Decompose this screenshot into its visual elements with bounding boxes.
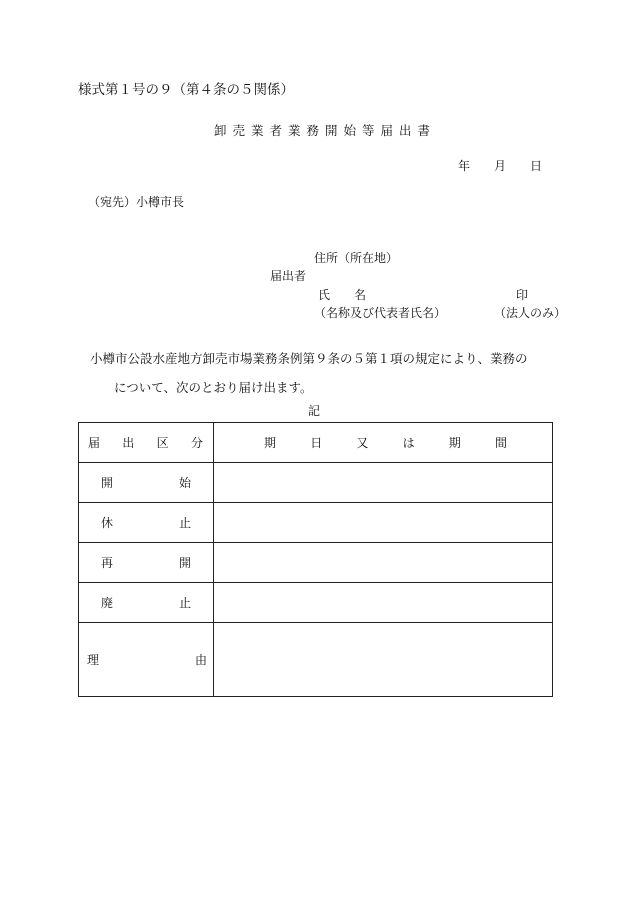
header-category-char: 区 (156, 436, 169, 450)
row-label-resume (79, 543, 214, 583)
table-row-abolish (79, 583, 553, 623)
date-year-label: 年 (458, 159, 471, 173)
table-row-reason (79, 623, 553, 697)
row-label-char: 止 (178, 596, 191, 610)
table-row-start (79, 463, 553, 503)
date-day-label: 日 (530, 159, 543, 173)
addressee: （宛先）小樽市長 (88, 195, 185, 209)
address-label: 住所（所在地） (314, 251, 399, 265)
header-period-cell (214, 423, 553, 463)
header-category-char: 届 (88, 436, 101, 450)
row-label-reason (79, 623, 214, 697)
suspend-period-field[interactable] (214, 503, 553, 543)
header-period-char: は (402, 436, 415, 450)
applicant-label: 届出者 (270, 269, 307, 283)
row-label-abolish (79, 583, 214, 623)
header-category-char: 出 (122, 436, 135, 450)
header-period-char: 又 (356, 436, 369, 450)
header-period-char: 日 (310, 436, 323, 450)
date-month-label: 月 (494, 159, 507, 173)
row-label-char: 理 (87, 653, 100, 667)
row-label-start (79, 463, 214, 503)
notification-table (78, 422, 553, 697)
table-row-suspend (79, 503, 553, 543)
abolish-period-field[interactable] (214, 583, 553, 623)
name-label-char-1: 氏 (318, 288, 331, 302)
body-text-part-1: 小樽市公設水産地方卸売市場業務条例第９条の５第１項の規定により、業務の (90, 351, 528, 366)
table-header-row (79, 423, 553, 463)
row-label-char: 止 (178, 516, 191, 530)
row-label-char: 開 (101, 476, 114, 490)
reason-field[interactable] (214, 623, 553, 697)
row-label-char: 廃 (101, 596, 114, 610)
row-label-char: 始 (178, 476, 191, 490)
name-label-char-2: 名 (354, 288, 367, 302)
row-label-suspend (79, 503, 214, 543)
body-text-part-3: いて、次のとおり届け出ます。 (138, 380, 313, 395)
row-label-char: 休 (101, 516, 114, 530)
seal-note: （法人のみ） (494, 306, 567, 320)
resume-period-field[interactable] (214, 543, 553, 583)
seal-label: 印 (516, 288, 529, 302)
row-label-char: 由 (194, 653, 207, 667)
header-category-char: 分 (190, 436, 203, 450)
ki-label: 記 (308, 404, 321, 418)
header-period-char: 期 (448, 436, 461, 450)
document-title: 卸売業者業務開始等届出書 (214, 123, 437, 138)
start-period-field[interactable] (214, 463, 553, 503)
header-period-char: 間 (494, 436, 507, 450)
name-sub-label: （名称及び代表者氏名） (314, 306, 447, 320)
table-row-resume (79, 543, 553, 583)
body-text-part-2: につ (114, 380, 139, 395)
header-period-char: 期 (264, 436, 277, 450)
notification-body-text (78, 344, 552, 402)
header-category-cell (79, 423, 214, 463)
row-label-char: 開 (178, 556, 191, 570)
form-number-label: 様式第１号の９（第４条の５関係） (78, 82, 294, 98)
row-label-char: 再 (101, 556, 114, 570)
